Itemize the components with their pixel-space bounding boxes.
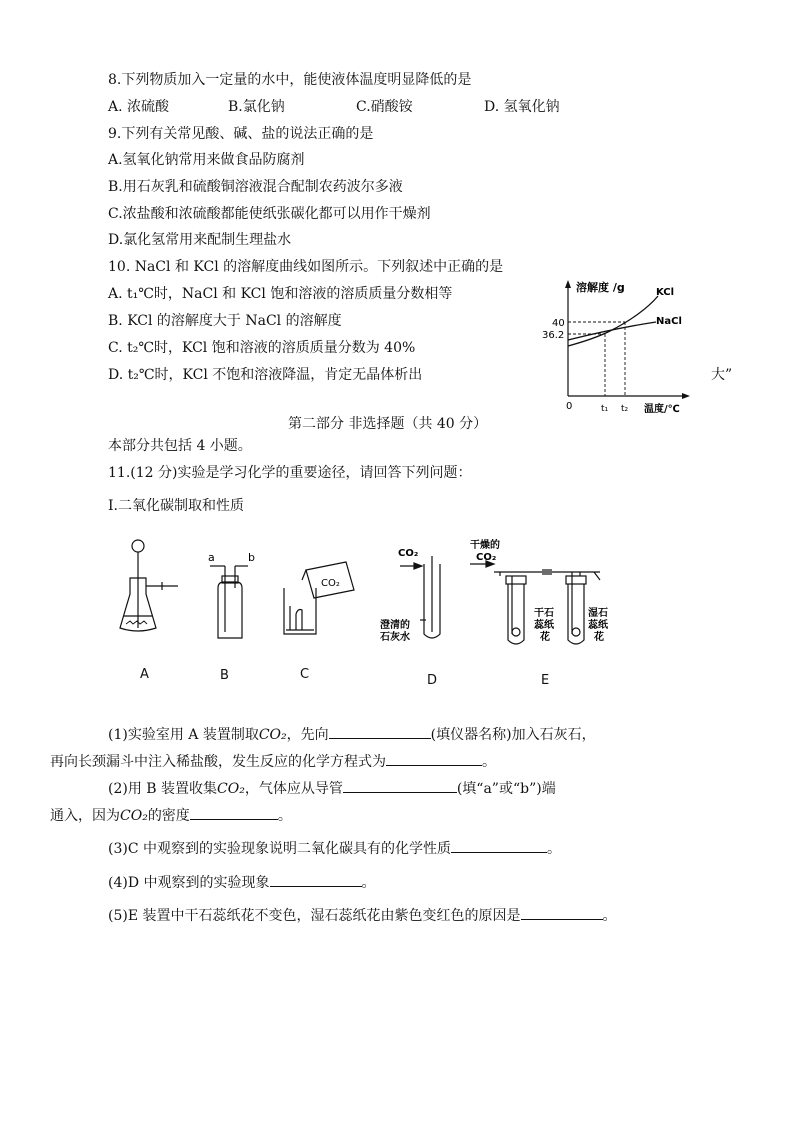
d-liquid-2: 石灰水 — [380, 632, 410, 643]
kcl-curve — [568, 296, 658, 346]
sub2-text-a: (2)用 B 装置收集 — [108, 781, 218, 797]
q9-option-d: D.氯化氢常用来配制生理盐水 — [108, 232, 292, 248]
e-gas-2: CO₂ — [476, 552, 497, 563]
x-axis-label: 温度/℃ — [644, 404, 680, 415]
solubility-chart — [530, 278, 690, 420]
c-co2-label: CO₂ — [321, 578, 340, 589]
sub4-text: (4)D 中观察到的实验现象 — [108, 875, 270, 891]
y-axis-arrow — [565, 280, 571, 288]
apparatus-e — [470, 561, 600, 644]
q11-section-title: Ⅰ.二氧化碳制取和性质 — [108, 498, 244, 514]
stray-text: 大” — [711, 367, 733, 383]
sub4-end: 。 — [361, 875, 376, 891]
e-dry-1: 干石 — [534, 608, 554, 619]
y-axis-label: 溶解度 /g — [576, 281, 625, 294]
sub3-text: (3)C 中观察到的实验现象说明二氧化碳具有的化学性质 — [108, 841, 451, 857]
q9-option-b: B.用石灰乳和硫酸铜溶液混合配制农药波尔多液 — [108, 179, 403, 195]
q10-option-d: D. t₂℃时，KCl 不饱和溶液降温，肯定无晶体析出 — [108, 367, 423, 383]
x-axis-arrow — [682, 393, 690, 399]
sub1-blank-1[interactable] — [329, 724, 431, 739]
sub2-text-c: (填“a”或“b”)端 — [456, 781, 556, 797]
q8-option-b: B.氯化钠 — [228, 99, 285, 115]
apparatus-figure — [110, 536, 610, 646]
sub2-blank-1[interactable] — [343, 778, 457, 793]
sub2-text-e: 的密度 — [147, 808, 190, 824]
sub1-blank-2[interactable] — [386, 751, 482, 766]
d-co2-label: CO₂ — [398, 548, 419, 559]
q8-options — [108, 97, 560, 117]
sub5-text: (5)E 装置中干石蕊纸花不变色，湿石蕊纸花由紫色变红色的原因是 — [108, 908, 521, 924]
sub1-text-a: (1)实验室用 A 装置制取 — [108, 727, 259, 743]
e-dry-3: 花 — [540, 632, 550, 643]
e-gas-1: 干燥的 — [470, 540, 500, 551]
e-wet-2: 蕊纸 — [588, 620, 608, 631]
apparatus-label-e: E — [541, 673, 550, 688]
x-tick-t2: t₂ — [621, 404, 629, 414]
sub2-text-d: 通入，因为 — [50, 808, 120, 824]
origin-label: 0 — [566, 401, 573, 412]
sub2-end: 。 — [277, 808, 292, 824]
apparatus-c — [284, 562, 354, 634]
sub5-blank[interactable] — [521, 905, 603, 920]
q8-option-d: D. 氢氧化钠 — [484, 99, 560, 115]
q8-stem: 8.下列物质加入一定量的水中，能使液体温度明显降低的是 — [108, 72, 472, 88]
sub1-text-c: (填仪器名称)加入石灰石， — [430, 727, 596, 743]
apparatus-label-d: D — [427, 673, 438, 688]
d-liquid-1: 澄清的 — [380, 620, 410, 631]
kcl-label: KCl — [656, 287, 675, 298]
sub1-text-d: 再向长颈漏斗中注入稀盐酸，发生反应的化学方程式为 — [50, 754, 386, 770]
sub4-blank[interactable] — [270, 872, 362, 887]
sub1-text-b: ，先向 — [286, 727, 329, 743]
apparatus-label-c: C — [300, 667, 310, 682]
sub2-co2-2: CO₂ — [120, 808, 148, 824]
sub2-blank-2[interactable] — [190, 805, 278, 820]
sub5-end: 。 — [602, 908, 617, 924]
q10-stem: 10. NaCl 和 KCl 的溶解度曲线如图所示。下列叙述中正确的是 — [108, 259, 504, 275]
part2-intro: 本部分共包括 4 小题。 — [108, 438, 252, 454]
q9-option-c: C.浓盐酸和浓硫酸都能使纸张碳化都可以用作干燥剂 — [108, 206, 431, 222]
q9-stem: 9.下列有关常见酸、碱、盐的说法正确的是 — [108, 126, 374, 142]
sub1-line1 — [108, 724, 596, 745]
b-tube-b: b — [248, 551, 255, 564]
apparatus-label-b: B — [220, 668, 229, 683]
b-tube-a: a — [208, 551, 215, 564]
sub3-line — [108, 838, 561, 859]
sub3-end: 。 — [547, 841, 561, 857]
nacl-curve — [568, 322, 656, 340]
nacl-label: NaCl — [656, 316, 682, 327]
part2-heading: 第二部分 非选择题（共 40 分） — [288, 416, 488, 432]
q11-stem: 11.(12 分)实验是学习化学的重要途径，请回答下列问题： — [108, 465, 472, 481]
sub3-blank[interactable] — [451, 838, 547, 853]
sub5-line — [108, 905, 617, 926]
e-wet-3: 花 — [594, 632, 604, 643]
sub2-co2: CO₂ — [217, 781, 245, 797]
apparatus-label-a: A — [140, 667, 149, 682]
y-tick-36: 36.2 — [542, 330, 565, 341]
q8-option-c: C.硝酸铵 — [356, 99, 413, 115]
apparatus-b — [210, 566, 248, 638]
sub1-end: 。 — [482, 754, 496, 770]
e-wet-1: 湿石 — [588, 608, 608, 619]
q10-option-a: A. t₁℃时，NaCl 和 KCl 饱和溶液的溶质质量分数相等 — [108, 286, 453, 302]
y-tick-40: 40 — [552, 318, 565, 329]
sub2-line2 — [50, 805, 292, 826]
apparatus-a — [120, 540, 178, 631]
sub2-line1 — [108, 778, 556, 799]
e-dry-2: 蕊纸 — [534, 620, 554, 631]
sub2-text-b: ，气体应从导管 — [244, 781, 343, 797]
sub4-line — [108, 872, 376, 893]
sub1-line2 — [50, 751, 496, 772]
q9-option-a: A.氢氧化钠常用来做食品防腐剂 — [108, 152, 305, 168]
q10-option-c: C. t₂℃时，KCl 饱和溶液的溶质质量分数为 40% — [108, 340, 416, 356]
x-tick-t1: t₁ — [601, 404, 609, 414]
q10-option-b: B. KCl 的溶解度大于 NaCl 的溶解度 — [108, 313, 342, 329]
sub1-co2: CO₂ — [258, 727, 287, 743]
q8-option-a: A. 浓硫酸 — [108, 99, 170, 115]
